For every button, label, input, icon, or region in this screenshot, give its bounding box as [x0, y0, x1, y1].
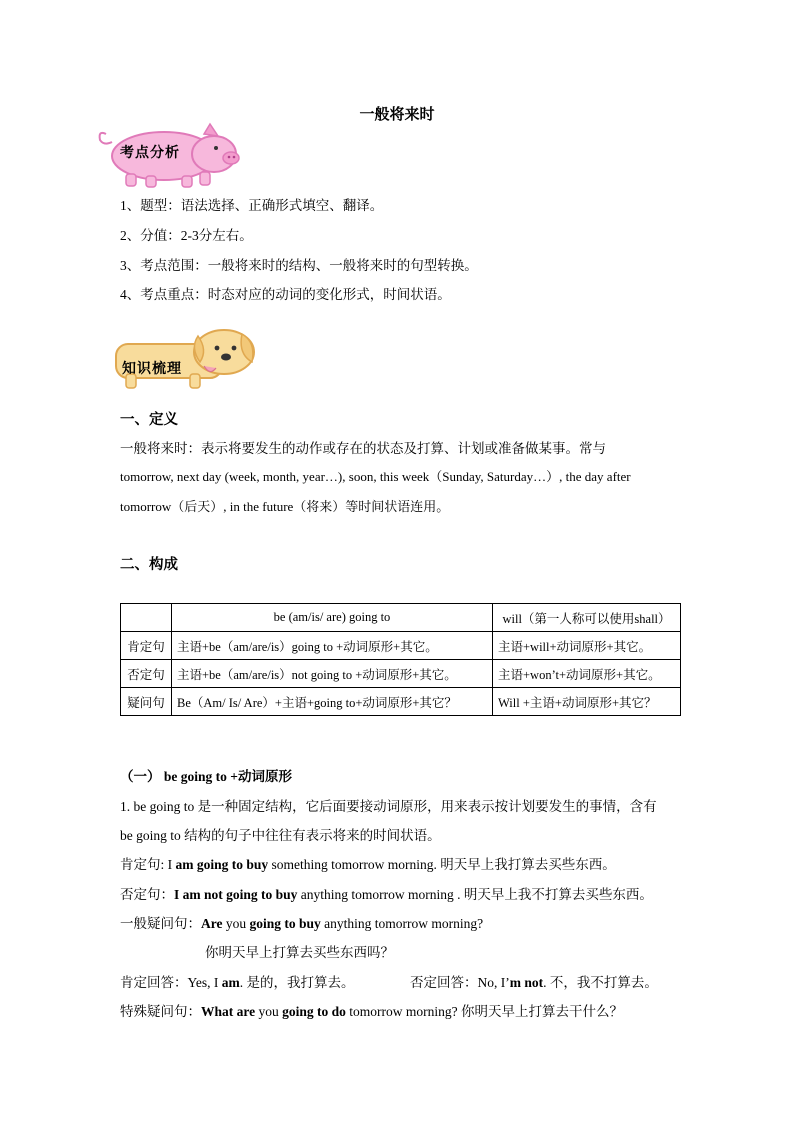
section-heading-structure: 二、构成	[120, 557, 178, 573]
question-example	[120, 912, 483, 932]
example-translation: . 是的，我打算去。	[239, 975, 355, 990]
knowledge-badge	[112, 326, 264, 392]
negative-example	[120, 883, 653, 903]
table-row	[121, 688, 681, 716]
example-text: tomorrow morning?	[345, 1004, 458, 1019]
analysis-item: 1、题型：语法选择、正确形式填空、翻译。	[120, 198, 384, 213]
analysis-badge	[96, 122, 246, 190]
example-bold: am	[221, 975, 240, 990]
table-row	[121, 632, 681, 660]
table-header-cell	[121, 604, 172, 632]
question-translation: 你明天早上打算去买些东西吗？	[205, 945, 394, 960]
example-text: I	[167, 857, 176, 872]
example-bold: going to buy	[249, 916, 321, 931]
example-bold: What are	[201, 1004, 256, 1019]
table-header-row	[121, 604, 681, 632]
example-bold: going to do	[282, 1004, 346, 1019]
example-label: 否定句：	[120, 887, 174, 902]
table-row	[121, 660, 681, 688]
subsection-heading: （一） be going to +动词原形	[120, 769, 292, 784]
table-header-cell: will（第一人称可以使用shall）	[493, 604, 681, 632]
intro-line: be going to 结构的句子中往往有表示将来的时间状语。	[120, 828, 441, 843]
table-cell: 主语+be（am/are/is）not going to +动词原形+其它。	[172, 660, 493, 688]
example-label: 肯定回答：	[120, 975, 188, 990]
table-cell: Be（Am/ Is/ Are）+主语+going to+动词原形+其它？	[172, 688, 493, 716]
example-text: Yes, I	[187, 975, 222, 990]
table-cell: 主语+won’t+动词原形+其它。	[493, 660, 681, 688]
negative-answer	[410, 971, 658, 991]
page-title: 一般将来时	[359, 107, 435, 123]
table-row-label: 肯定句	[121, 632, 172, 660]
example-text: No, I’	[477, 975, 510, 990]
example-label: 特殊疑问句：	[120, 1004, 201, 1019]
definition-line: 一般将来时：表示将要发生的动作或存在的状态及打算、计划或准备做某事。常与	[120, 441, 606, 456]
example-text: you	[255, 1004, 283, 1019]
example-bold: I am not going to buy	[174, 887, 298, 902]
example-text: anything tomorrow morning?	[320, 916, 484, 931]
analysis-item: 4、考点重点：时态对应的动词的变化形式，时间状语。	[120, 287, 451, 302]
definition-line: tomorrow（后天）, in the future（将来）等时间状语连用。	[120, 499, 450, 514]
example-label: 肯定句:	[120, 857, 168, 872]
special-question-example	[120, 1000, 623, 1020]
table-row-label: 否定句	[121, 660, 172, 688]
analysis-item: 3、考点范围：一般将来时的结构、一般将来时的句型转换。	[120, 258, 478, 273]
answers-example	[120, 971, 355, 991]
table-header-cell: be (am/is/ are) going to	[172, 604, 493, 632]
knowledge-badge-label: 知识梳理	[122, 361, 182, 377]
analysis-badge-label: 考点分析	[120, 145, 180, 161]
example-translation: 明天早上我不打算去买些东西。	[460, 887, 653, 902]
example-translation: 你明天早上打算去干什么？	[457, 1004, 623, 1019]
example-text: something tomorrow morning.	[268, 857, 437, 872]
example-bold: am going to buy	[175, 857, 269, 872]
example-bold: Are	[201, 916, 223, 931]
table-row-label: 疑问句	[121, 688, 172, 716]
example-bold: m not	[509, 975, 544, 990]
definition-line: tomorrow, next day (week, month, year…), soon, this week（Sunday, Saturday…）, the day after	[120, 469, 631, 484]
table-cell: 主语+will+动词原形+其它。	[493, 632, 681, 660]
analysis-item: 2、分值：2-3分左右。	[120, 228, 253, 243]
affirmative-example	[120, 853, 616, 873]
section-heading-definition: 一、定义	[120, 412, 178, 428]
example-translation: . 不，我不打算去。	[543, 975, 658, 990]
table-cell: 主语+be（am/are/is）going to +动词原形+其它。	[172, 632, 493, 660]
example-label: 一般疑问句：	[120, 916, 201, 931]
table-cell: Will +主语+动词原形+其它？	[493, 688, 681, 716]
intro-line: 1. be going to 是一种固定结构，它后面要接动词原形，用来表示按计划要发生的事情，含有	[120, 799, 657, 814]
structure-table	[120, 603, 681, 716]
example-translation: 明天早上我打算去买些东西。	[436, 857, 616, 872]
example-text: you	[222, 916, 250, 931]
example-text: anything tomorrow morning .	[297, 887, 461, 902]
example-label: 否定回答：	[410, 975, 478, 990]
